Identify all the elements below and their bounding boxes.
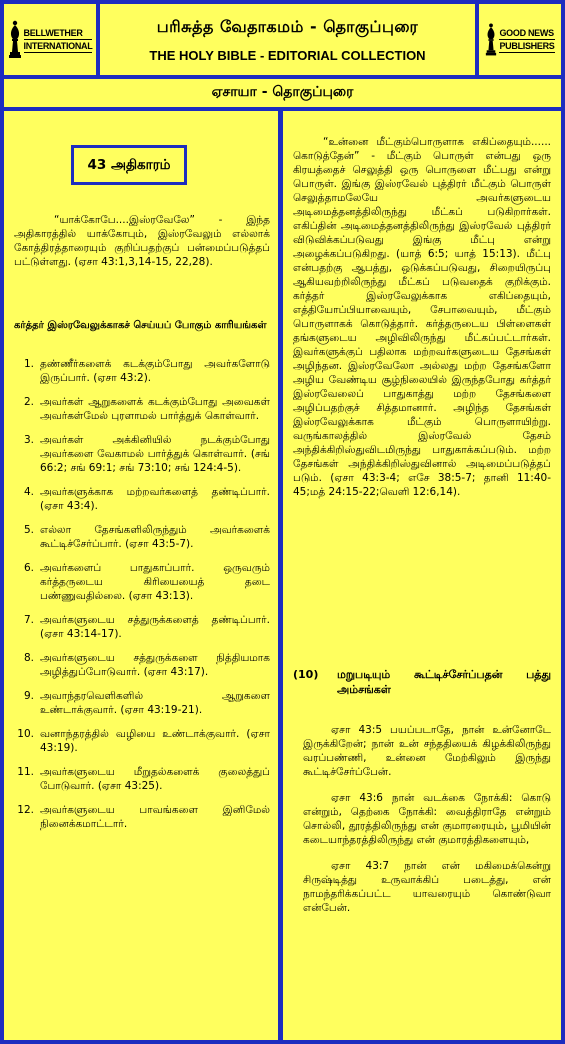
- publisher-logo-left: [4, 4, 96, 75]
- title-block: [100, 4, 475, 75]
- chapter-heading: 43 அதிகாரம்: [71, 145, 187, 185]
- list-item: 6. அவர்களைப் பாதுகாப்பார். ஒருவரும் கர்த்தருடைய கிரியையைத் தடை பண்ணுவதில்லை. (ஏசா 43:13).: [23, 562, 270, 602]
- publisher-logo-right: [479, 4, 561, 75]
- page-title-tamil: பரிசுத்த வேதாகமம் - தொகுப்புரை: [156, 16, 419, 36]
- list-item: 8. அவர்களுடைய சத்துருக்களை நித்தியமாக அழித்துப்போடுவார். (ஏசா 43:17).: [23, 652, 270, 678]
- list-item: 7. அவர்களுடைய சத்துருக்களைத் தண்டிப்பார். (ஏசா 43:14-17).: [23, 614, 270, 640]
- list-item: 2. அவர்கள் ஆறுகளைக் கடக்கும்போது அவைகள் அவர்கள்மேல் புரளாமல் பார்த்துக் கொள்வார்.: [23, 396, 270, 422]
- scripture-quote: ஏசா 43:5 பயப்படாதே, நான் உன்னோடே இருக்கிறேன்; நான் உன் சந்ததியைக் கிழக்கிலிருந்து வரப்பண்ணி, உன்னை மேற்கிலும் இருந்து கூட்டிச்சேர்ப்பேன்.: [303, 724, 551, 778]
- ransom-commentary: “உன்னை மீட்கும்பொருளாக எகிப்தையும்...... கொடுத்தேன்” - மீட்கும் பொருள் என்பது ஒரு கிரயத்தைச் செலுத்தி ஒரு பொருளை மீட்பது என்று பொருள். இங்கு இஸ்ரவேல் புத்திரர் மீட்கும் பொருள் செலுத்தாமலேயே அவர்களுடைய அடிமைத்தனத்திலிருந்து மீட்கப் படுகிறார்கள். எகிப்தின் அடிமைத்தனத்திலிருந்து இஸ்ரவேல் புத்திரர் விடுவிக்கப்படுவது இங்கு மீட்பு என்று அழைக்கப்படுகிறது. (யாத் 6:5; யாத் 15:13). மீட்பு என்பதற்கு ஆபத்து, ஒடுக்கப்படுவது, சிறையிருப்பு ஆகியவற்றிலிருந்து மீட்கப் படுவதைக் குறிக்கும். கர்த்தர் இஸ்ரவேலுக்காக எகிப்தையும், எத்தியோப்பியாவையும், சேபாவையும், மீட்கும் பொருளாகக் கொடுத்தார். கர்த்தருடைய பிள்ளைகள் தங்களுடைய அழிவிலிருந்து மீட்கப்பட்டார்கள். இவர்களுக்குப் பதிலாக மற்றவர்களுடைய தேசங்கள் அழிந்தன. இஸ்ரவேலோ அல்லது மற்ற தேசங்களோ அழிய வேண்டிய சூழ்நிலையில் இருந்தபோது கர்த்தர் இஸ்ரவேலைப் பாதுகாத்து மற்ற தேசங்களை அழிப்பதற்குச் சித்தமானார். அழிந்த தேசங்கள் இஸ்ரவேலுக்காக மீட்கும் பொருளாயிற்று. வருங்காலத்தில் இஸ்ரவேல் தேசம் அந்திக்கிறிஸ்துவிடமிருந்து பாதுகாக்கப்படும். மற்ற தேசங்கள் அந்திக்கிறிஸ்துவினால் அடிமைப்படுத்தப் படும். (ஏசா 43:3-4; எசே 38:5-7; தானி 11:40-45;மத் 24:15-22;வெளி 12:6,14).: [293, 136, 551, 498]
- list-item: 1. தண்ணீர்களைக் கடக்கும்போது அவர்களோடு இருப்பார். (ஏசா 43:2).: [23, 358, 270, 384]
- page-title-english: THE HOLY BIBLE - EDITORIAL COLLECTION: [149, 47, 426, 63]
- section-number: (10): [293, 668, 319, 681]
- scripture-quote: ஏசா 43:7 நான் என் மகிமைக்கென்று சிருஷ்டித்து உருவாக்கிப் படைத்து, என் நாமந்தரிக்கப்பட்ட யாவரையும் கொண்டுவா என்பேன்.: [303, 860, 551, 914]
- list-item: 5. எல்லா தேசங்களிலிருந்தும் அவர்களைக் கூட்டிச்சேர்ப்பார். (ஏசா 43:5-7).: [23, 524, 270, 550]
- list-item: 12. அவர்களுடைய பாவங்களை இனிமேல் நினைக்கமாட்டார்.: [17, 804, 270, 830]
- logo-right-line2: PUBLISHERS: [499, 40, 555, 51]
- intro-paragraph: “யாக்கோபே....இஸ்ரவேலே” - இந்த அதிகாரத்தில் யாக்கோபும், இஸ்ரவேலும் எல்லாக் கோத்திரத்தாரையும் குறிப்பதற்குப் பன்மைப்படுத்தப் பட்டுள்ளது. (ஏசா 43:1,3,14-15, 22,28).: [14, 214, 270, 268]
- bishop-chess-piece-icon: [8, 20, 22, 60]
- scripture-quotes: [303, 723, 551, 927]
- section-heading: கர்த்தர் இஸ்ரவேலுக்காகச் செய்யப் போகும் காரியங்கள்: [14, 320, 267, 331]
- right-column: [283, 111, 561, 1040]
- gathering-section-heading: [293, 667, 551, 697]
- list-item: 10. வனாந்தரத்தில் வழியை உண்டாக்குவார். (ஏசா 43:19).: [17, 728, 270, 754]
- list-item: 9. அவாந்தரவெளிகளில் ஆறுகளை உண்டாக்குவார். (ஏசா 43:19-21).: [23, 690, 270, 716]
- logo-left-line2: INTERNATIONAL: [23, 40, 93, 51]
- bishop-chess-piece-icon: [485, 21, 497, 59]
- logo-right-line1: GOOD NEWS: [499, 27, 554, 38]
- section-title: மறுபடியும் கூட்டிச்சேர்ப்பதன் பத்து அம்சங்கள்: [337, 668, 551, 696]
- logo-left-line1: BELLWETHER: [24, 27, 93, 40]
- book-subtitle: ஏசாயா - தொகுப்புரை: [4, 79, 561, 107]
- left-column: [4, 111, 278, 1040]
- deeds-list: [14, 357, 270, 841]
- list-item: 3. அவர்கள் அக்கினியில் நடக்கும்போது அவர்களை வேகாமல் பார்த்துக் கொள்வார். (சங் 66:2; சங் 69:1; சங் 73:10; சங் 124:4-5).: [23, 434, 270, 474]
- list-item: 11. அவர்களுடைய மீறுதல்களைக் குலைத்துப் போடுவார். (ஏசா 43:25).: [17, 766, 270, 792]
- list-item: 4. அவர்களுக்காக மற்றவர்களைத் தண்டிப்பார். (ஏசா 43:4).: [23, 486, 270, 512]
- scripture-quote: ஏசா 43:6 நான் வடக்கை நோக்கி: கொடு என்றும், தெற்கை நோக்கி: வைத்திராதே என்றும் சொல்லி, தூரத்திலிருந்து என் குமாரரையும், பூமியின் கடையாந்தரத்திலிருந்து என் குமாரத்திகளையும்,: [303, 792, 551, 846]
